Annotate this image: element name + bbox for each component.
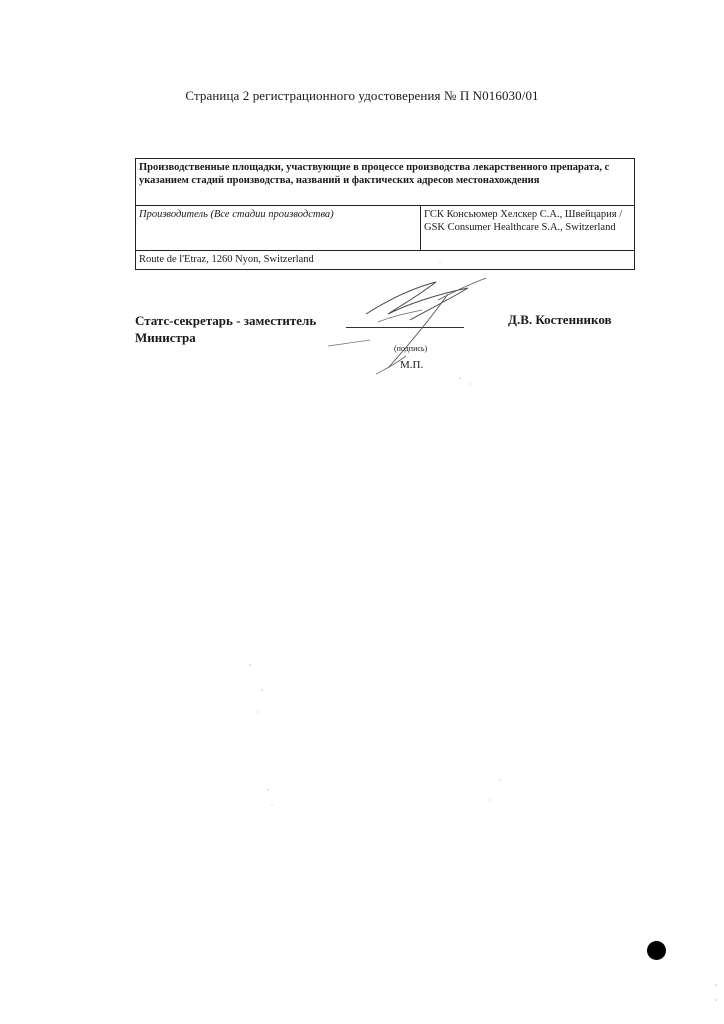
table-row (136, 206, 635, 251)
table-header-row (136, 159, 635, 206)
manufacturing-sites-table (135, 158, 635, 270)
manufacturer-role-cell: Производитель (Все стадии производства) (136, 206, 421, 251)
signatory-name: Д.В. Костенников (508, 312, 612, 327)
manufacturer-company-cell: ГСК Консьюмер Хелскер С.А., Швейцария / GSK Consumer Healthcare S.A., Switzerland (421, 206, 635, 251)
signatory-title: Статс-секретарь - заместитель Министра (135, 313, 317, 345)
table-row (136, 251, 635, 270)
signature-caption: (подпись) (394, 344, 428, 353)
stamp-label: М.П. (400, 359, 424, 371)
table-header-cell: Производственные площадки, участвующие в процессе производства лекарственного препарата, с указанием стадий производства, названий и фактических адресов местонахождения (136, 159, 635, 206)
manufacturer-address-cell: Route de l'Etraz, 1260 Nyon, Switzerland (136, 251, 635, 270)
black-dot-marker (647, 941, 666, 960)
page-title: Страница 2 регистрационного удостоверения № П N016030/01 (185, 88, 539, 103)
